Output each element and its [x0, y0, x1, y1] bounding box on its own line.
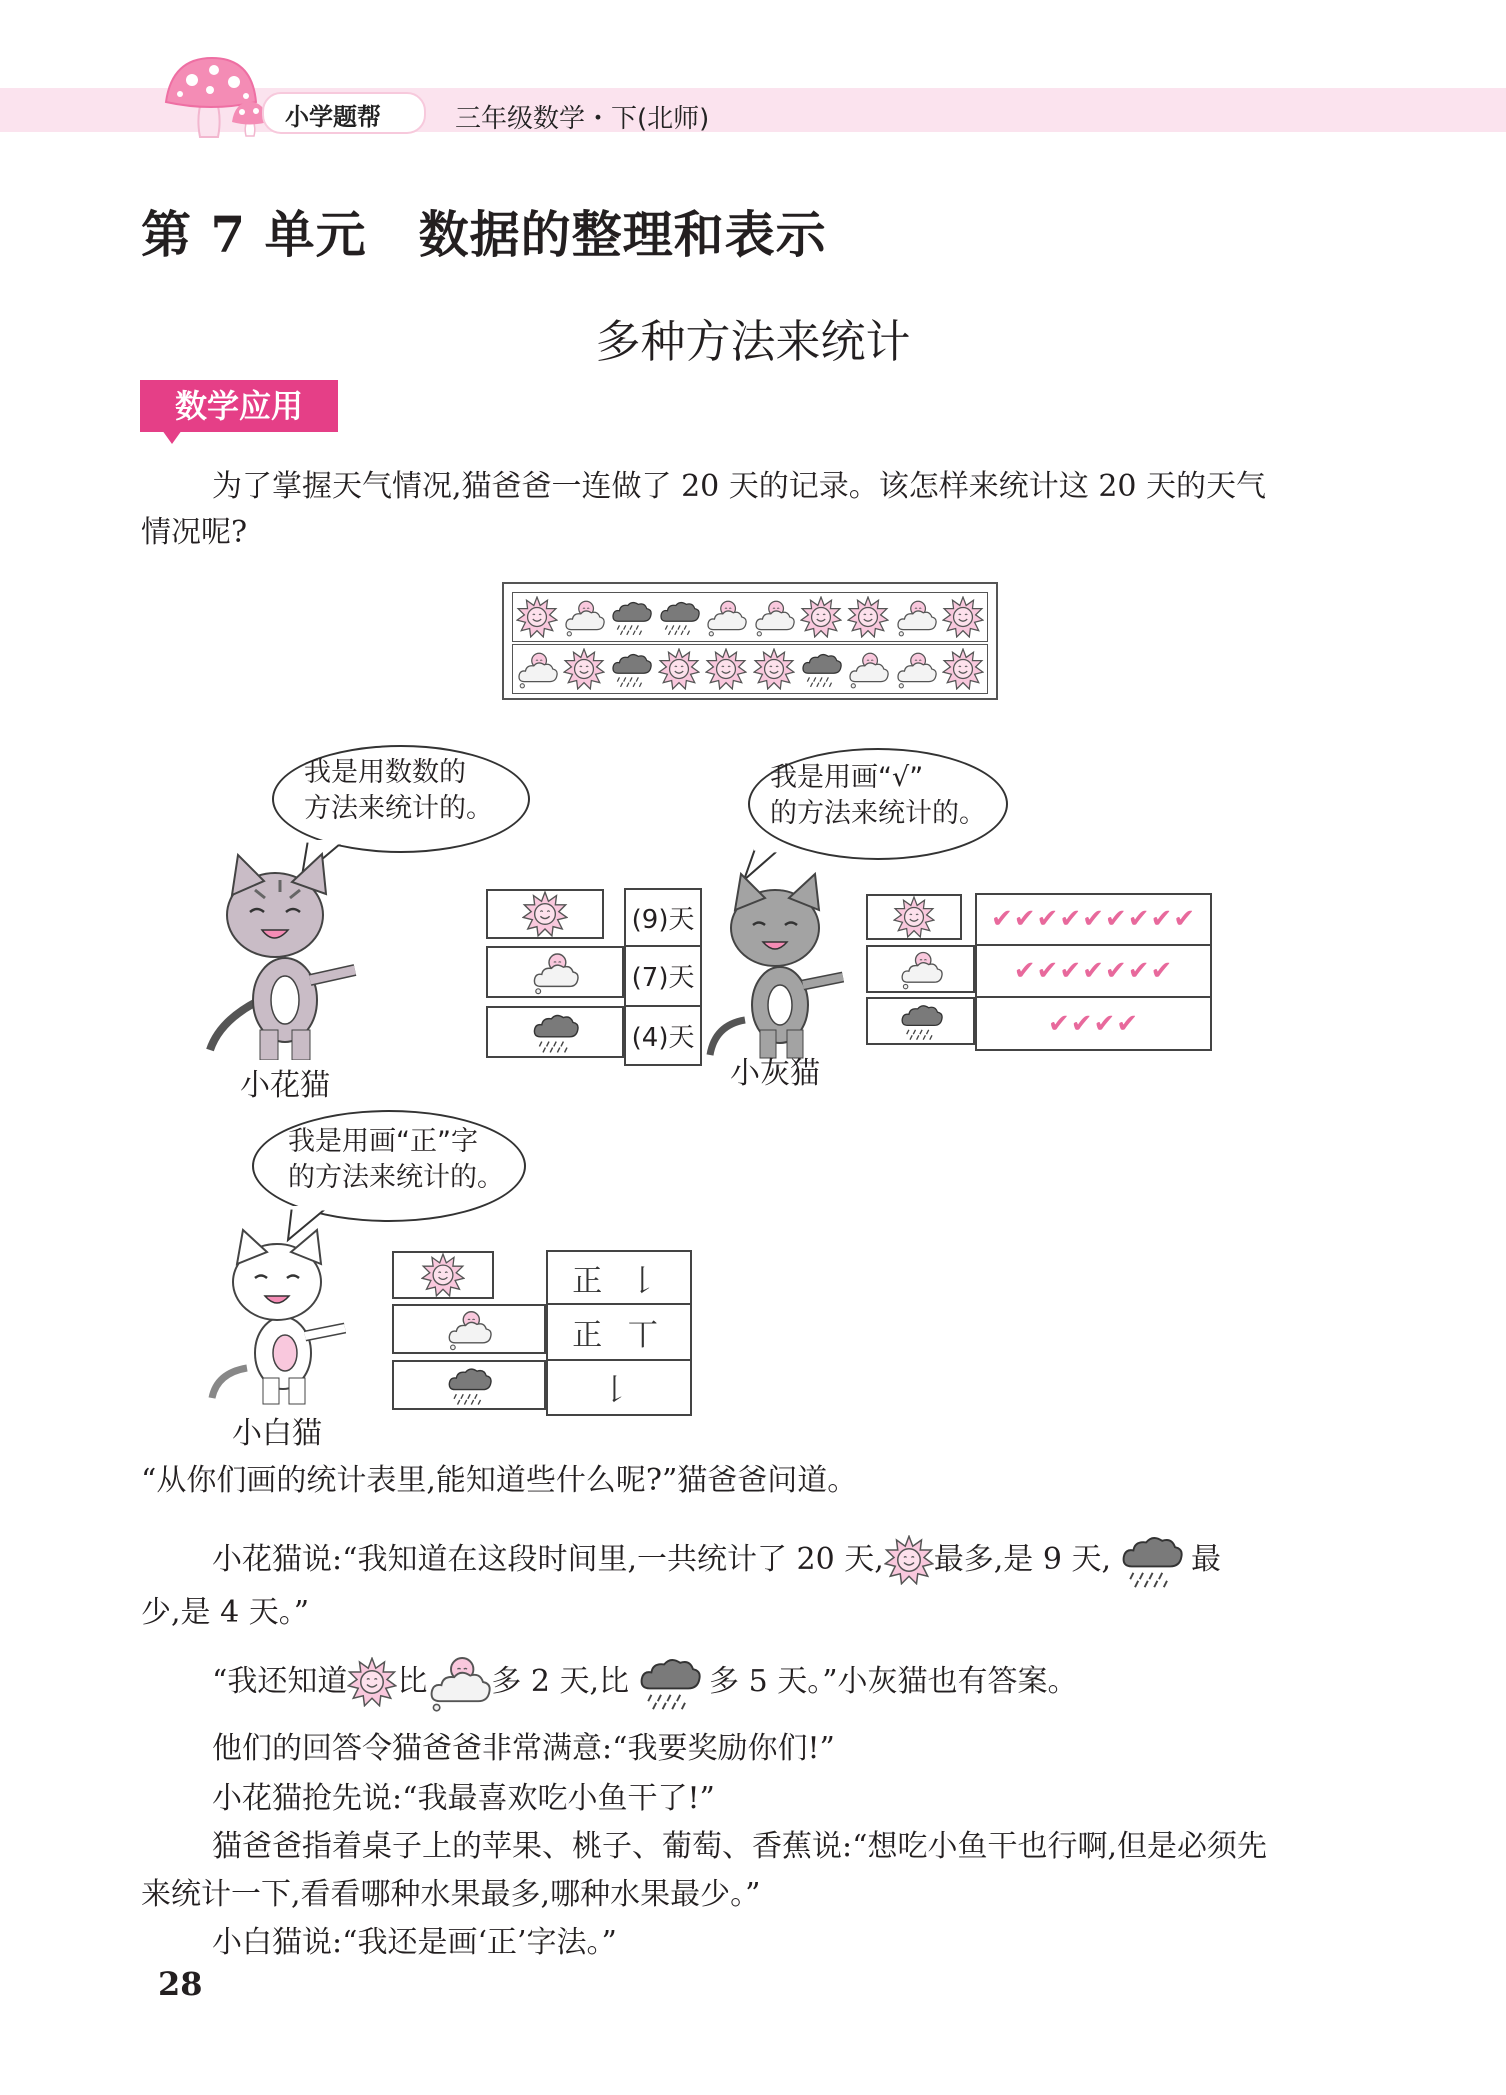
dialogue-answer-1-line-2: 少,是 4 天。” — [141, 1595, 310, 1630]
dialogue-answer-1 — [212, 1528, 1221, 1592]
baimao-tally-table — [392, 1250, 692, 1416]
cloudy-icon — [516, 648, 558, 690]
rainy-icon — [658, 596, 700, 638]
dialogue-p3: 他们的回答令猫爸爸非常满意:“我要奖励你们!” — [212, 1731, 835, 1766]
answer2-text-3: 多 2 天,比 — [491, 1664, 630, 1699]
huamao-cat-illustration — [200, 850, 370, 1060]
weather-record-strip — [502, 582, 998, 700]
section-tag-tail — [162, 430, 182, 444]
weather-record-row-1 — [512, 592, 988, 642]
huimao-cat-illustration — [705, 870, 855, 1060]
answer1-text-2: 最多,是 9 天, — [933, 1542, 1111, 1577]
sunny-icon — [421, 1253, 465, 1297]
cloudy-icon — [446, 1306, 492, 1352]
table2-rainy-cell — [866, 997, 975, 1045]
page-number: 28 — [158, 1965, 203, 2003]
rainy-icon — [899, 999, 943, 1043]
table3-cloudy-cell — [392, 1304, 546, 1354]
cloudy-icon — [563, 596, 605, 638]
rainy-icon — [610, 596, 652, 638]
sunny-icon — [658, 648, 700, 690]
cloudy-icon — [531, 948, 579, 996]
table3-cloudy-tally: 正 丅 — [547, 1304, 691, 1359]
cloudy-icon — [895, 596, 937, 638]
header-brand: 小学题帮 — [285, 103, 381, 131]
table1-rainy-cell — [486, 1006, 624, 1058]
sunny-icon — [347, 1657, 397, 1707]
table2-cloudy-checks: ✔✔✔✔✔✔✔ — [976, 945, 1211, 998]
sunny-icon — [847, 596, 889, 638]
cloudy-icon — [899, 947, 943, 991]
sunny-icon — [893, 896, 935, 938]
dialogue-p5-line-2: 来统计一下,看看哪种水果最多,哪种水果最少。” — [141, 1877, 761, 1912]
weather-record-row-2 — [512, 644, 988, 694]
intro-line-2: 情况呢? — [141, 515, 248, 550]
answer1-text-3: 最 — [1191, 1542, 1221, 1577]
sunny-icon — [753, 648, 795, 690]
dialogue-p4: 小花猫抢先说:“我最喜欢吃小鱼干了!” — [212, 1781, 715, 1816]
baimao-name: 小白猫 — [232, 1416, 322, 1451]
header-book-title: 三年级数学・下(北师) — [455, 104, 710, 134]
sunny-icon — [800, 596, 842, 638]
huimao-speech-bubble — [748, 748, 1008, 860]
cloudy-icon — [847, 648, 889, 690]
intro-line-1: 为了掌握天气情况,猫爸爸一连做了 20 天的记录。该怎样来统计这 20 天的天气 — [212, 469, 1267, 504]
lesson-title: 多种方法来统计 — [595, 315, 911, 368]
unit-title — [141, 195, 827, 267]
baimao-bubble-line-1: 我是用画“正”字 — [288, 1126, 478, 1157]
huamao-count-table — [486, 888, 702, 1066]
dialogue-answer-2 — [212, 1650, 1078, 1714]
sunny-icon — [942, 648, 984, 690]
cloudy-icon — [753, 596, 795, 638]
answer2-text-4: 多 5 天。”小灰猫也有答案。 — [709, 1664, 1078, 1699]
huimao-bubble-line-1: 我是用画“√” — [770, 762, 924, 793]
sunny-icon — [705, 648, 747, 690]
table3-sunny-tally: 正 𠄌 — [547, 1251, 691, 1304]
unit-number: 第 7 单元 — [141, 205, 367, 264]
huamao-name: 小花猫 — [240, 1068, 330, 1103]
sunny-icon — [942, 596, 984, 638]
table1-rainy-count: (4)天 — [625, 1006, 701, 1065]
answer1-text-1: 小花猫说:“我知道在这段时间里,一共统计了 20 天, — [212, 1542, 884, 1577]
baimao-cat-illustration — [205, 1228, 355, 1408]
rainy-icon — [1111, 1528, 1191, 1592]
cloudy-icon — [895, 648, 937, 690]
rainy-icon — [629, 1650, 709, 1714]
table1-cloudy-count: (7)天 — [625, 946, 701, 1005]
table3-rainy-tally: 𠄌 — [547, 1360, 691, 1415]
table1-sunny-cell — [486, 889, 604, 939]
answer2-text-1: “我还知道 — [212, 1664, 348, 1699]
rainy-icon — [800, 648, 842, 690]
table3-rainy-cell — [392, 1360, 546, 1410]
dialogue-p5-line-1: 猫爸爸指着桌子上的苹果、桃子、葡萄、香蕉说:“想吃小鱼干也行啊,但是必须先 — [212, 1829, 1267, 1864]
huimao-name: 小灰猫 — [730, 1056, 820, 1091]
sunny-icon — [516, 596, 558, 638]
unit-topic: 数据的整理和表示 — [418, 205, 827, 264]
rainy-icon — [531, 1008, 579, 1056]
table2-sunny-cell — [866, 894, 962, 940]
dialogue-p6: 小白猫说:“我还是画‘正’字法。” — [212, 1925, 617, 1960]
answer2-text-2: 比 — [397, 1664, 428, 1699]
table2-cloudy-cell — [866, 945, 975, 993]
table3-sunny-cell — [392, 1251, 494, 1299]
section-tag: 数学应用 — [140, 380, 338, 432]
huamao-bubble-line-1: 我是用数数的 — [304, 757, 466, 788]
cloudy-icon — [427, 1650, 491, 1714]
sunny-icon — [522, 891, 568, 937]
huamao-bubble-line-2: 方法来统计的。 — [304, 793, 493, 824]
table2-sunny-checks: ✔✔✔✔✔✔✔✔✔ — [976, 894, 1211, 945]
dialogue-question: “从你们画的统计表里,能知道些什么呢?”猫爸爸问道。 — [141, 1463, 858, 1498]
huamao-speech-bubble — [272, 745, 530, 853]
table1-sunny-count: (9)天 — [625, 889, 701, 946]
rainy-icon — [610, 648, 652, 690]
huimao-bubble-line-2: 的方法来统计的。 — [770, 798, 986, 829]
rainy-icon — [446, 1362, 492, 1408]
sunny-icon — [563, 648, 605, 690]
sunny-icon — [884, 1535, 934, 1585]
table1-cloudy-cell — [486, 946, 624, 998]
cloudy-icon — [705, 596, 747, 638]
huimao-check-table — [866, 893, 1212, 1051]
baimao-bubble-line-2: 的方法来统计的。 — [288, 1162, 504, 1193]
table2-rainy-checks: ✔✔✔✔ — [976, 997, 1211, 1050]
